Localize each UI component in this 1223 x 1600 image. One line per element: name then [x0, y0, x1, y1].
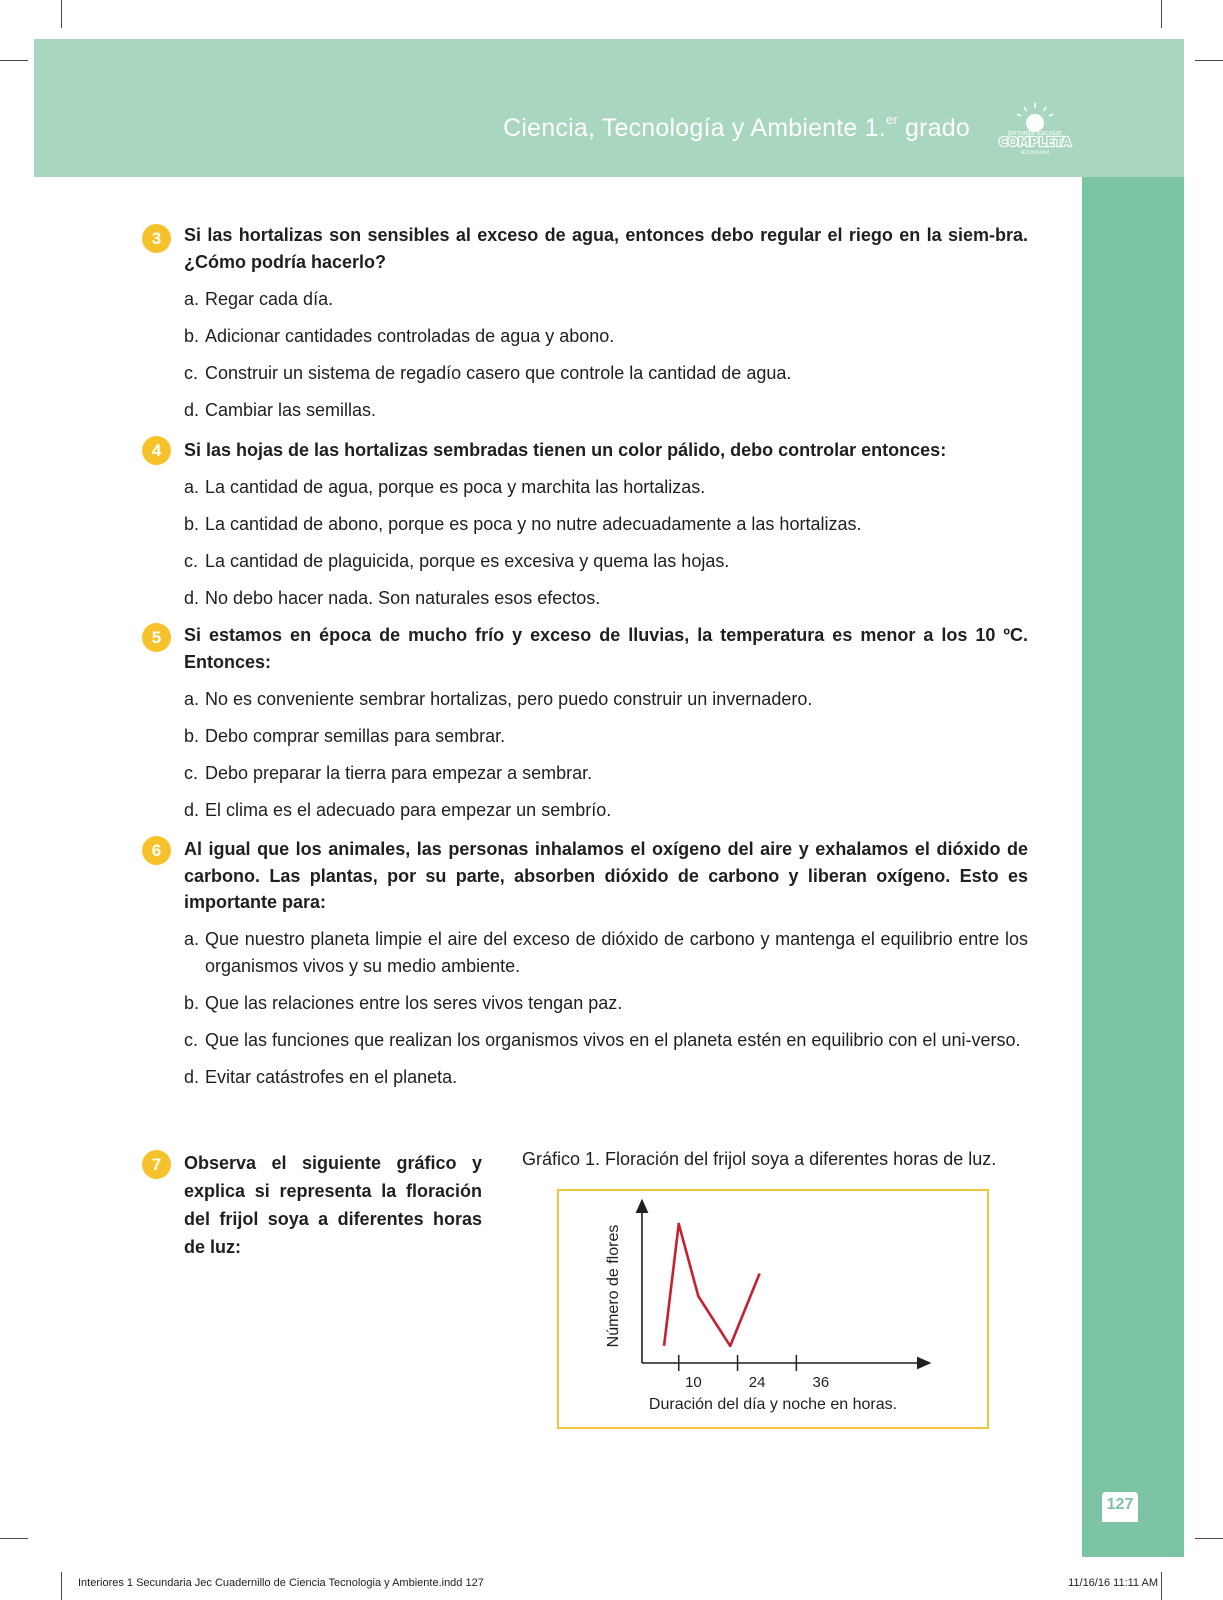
option-d: d. No debo hacer nada. Son naturales esos efectos.: [184, 588, 601, 608]
option-c: c. Debo preparar la tierra para empezar a sembrar.: [184, 762, 593, 783]
crop-mark: [61, 0, 62, 28]
crop-mark: [1195, 60, 1223, 61]
question-7-stem: Observa el siguiente gráfico y explica si representa la floración del frijol soya a diferentes horas de luz:: [184, 1153, 482, 1257]
x-tick-label: 24: [748, 1374, 766, 1391]
option-b: b. Adicionar cantidades controladas de agua y abono.: [184, 325, 615, 346]
option-a: a. Que nuestro planeta limpie el aire del exceso de dióxido de carbono y mantenga el equilibrio entre los organismos vivos y su medio ambiente.: [184, 929, 1028, 976]
question-number-badge: 5: [142, 623, 171, 652]
jornada-escolar-completa-logo: [995, 101, 1075, 157]
crop-mark: [1161, 0, 1162, 28]
option-c: c. Que las funciones que realizan los organismos vivos en el planeta estén en equilibrio con el uni-verso.: [184, 1029, 1021, 1050]
option-d: d. El clima es el adecuado para empezar un sembrío.: [184, 799, 612, 820]
option-b: b. Que las relaciones entre los seres vivos tengan paz.: [184, 992, 623, 1013]
option-b: b. Debo comprar semillas para sembrar.: [184, 725, 506, 746]
option-a: a. La cantidad de agua, porque es poca y marchita las hortalizas.: [184, 477, 706, 497]
option-d: d. Cambiar las semillas.: [184, 399, 377, 420]
x-axis-label: Duración del día y noche en horas.: [648, 1396, 898, 1413]
question-4: [184, 437, 1028, 612]
question-stem: Al igual que los animales, las personas inhalamos el oxígeno del aire y exhalamos el dióxido de carbono. Las plantas, por su parte, absorben dióxido de carbono y liberan oxígeno. Esto es importante para:: [184, 839, 1028, 912]
chart-frame: [557, 1189, 989, 1429]
svg-text:Jornada Escolar: Jornada Escolar: [1007, 129, 1063, 137]
question-stem: Si estamos en época de mucho frío y exceso de lluvias, la temperatura es menor a los 10 ºC. Entonces:: [184, 625, 1028, 672]
question-number-badge: 6: [142, 836, 171, 865]
page-title: Ciencia, Tecnología y Ambiente 1.$^{er}$ grado: [503, 112, 970, 142]
option-a: a. Regar cada día.: [184, 288, 334, 309]
question-number-badge: 3: [142, 224, 171, 253]
y-axis-label: Número de flores: [605, 1224, 622, 1348]
crop-mark: [0, 1538, 28, 1539]
option-a: a. No es conveniente sembrar hortalizas, pero puedo construir un invernadero.: [184, 688, 813, 709]
crop-mark: [61, 1572, 62, 1600]
x-tick-label: 36: [812, 1374, 830, 1391]
crop-mark: [1195, 1538, 1223, 1539]
crop-mark: [0, 60, 28, 61]
option-b: b. La cantidad de abono, porque es poca y no nutre adecuadamente a las hortalizas.: [184, 514, 862, 534]
question-stem: Si las hortalizas son sensibles al exceso de agua, entonces debo regular el riego en la siem-bra. ¿Cómo podría hacerlo?: [184, 225, 1028, 272]
footer-file-info: Interiores 1 Secundaria Jec Cuadernillo de Ciencia Tecnologia y Ambiente.indd 127: [78, 1577, 484, 1589]
question-3: [184, 222, 1028, 423]
svg-text:COMPLETA: COMPLETA: [998, 135, 1072, 149]
option-d: d. Evitar catástrofes en el planeta.: [184, 1066, 458, 1087]
question-number-badge: 7: [142, 1150, 171, 1179]
svg-text:SECUNDARIA: SECUNDARIA: [1020, 151, 1050, 156]
question-stem: Si las hojas de las hortalizas sembradas tienen un color pálido, debo controlar entonces:: [184, 440, 947, 460]
option-c: c. La cantidad de plaguicida, porque es excesiva y quema las hojas.: [184, 551, 730, 571]
x-tick-label: 10: [685, 1374, 702, 1391]
crop-mark: [1161, 1572, 1162, 1600]
side-band: [1082, 177, 1184, 1557]
line-chart: [559, 1191, 986, 1426]
series-line: [664, 1224, 760, 1346]
option-c: c. Construir un sistema de regadío casero que controle la cantidad de agua.: [184, 362, 792, 383]
question-5: [184, 622, 1028, 823]
page-number: 127: [1106, 1496, 1134, 1513]
question-6: [184, 836, 1028, 1090]
question-number-badge: 4: [142, 436, 171, 465]
chart-title: Gráfico 1. Floración del frijol soya a diferentes horas de luz.: [522, 1149, 997, 1169]
footer-timestamp: 11/16/16 11:11 AM: [1068, 1577, 1158, 1589]
